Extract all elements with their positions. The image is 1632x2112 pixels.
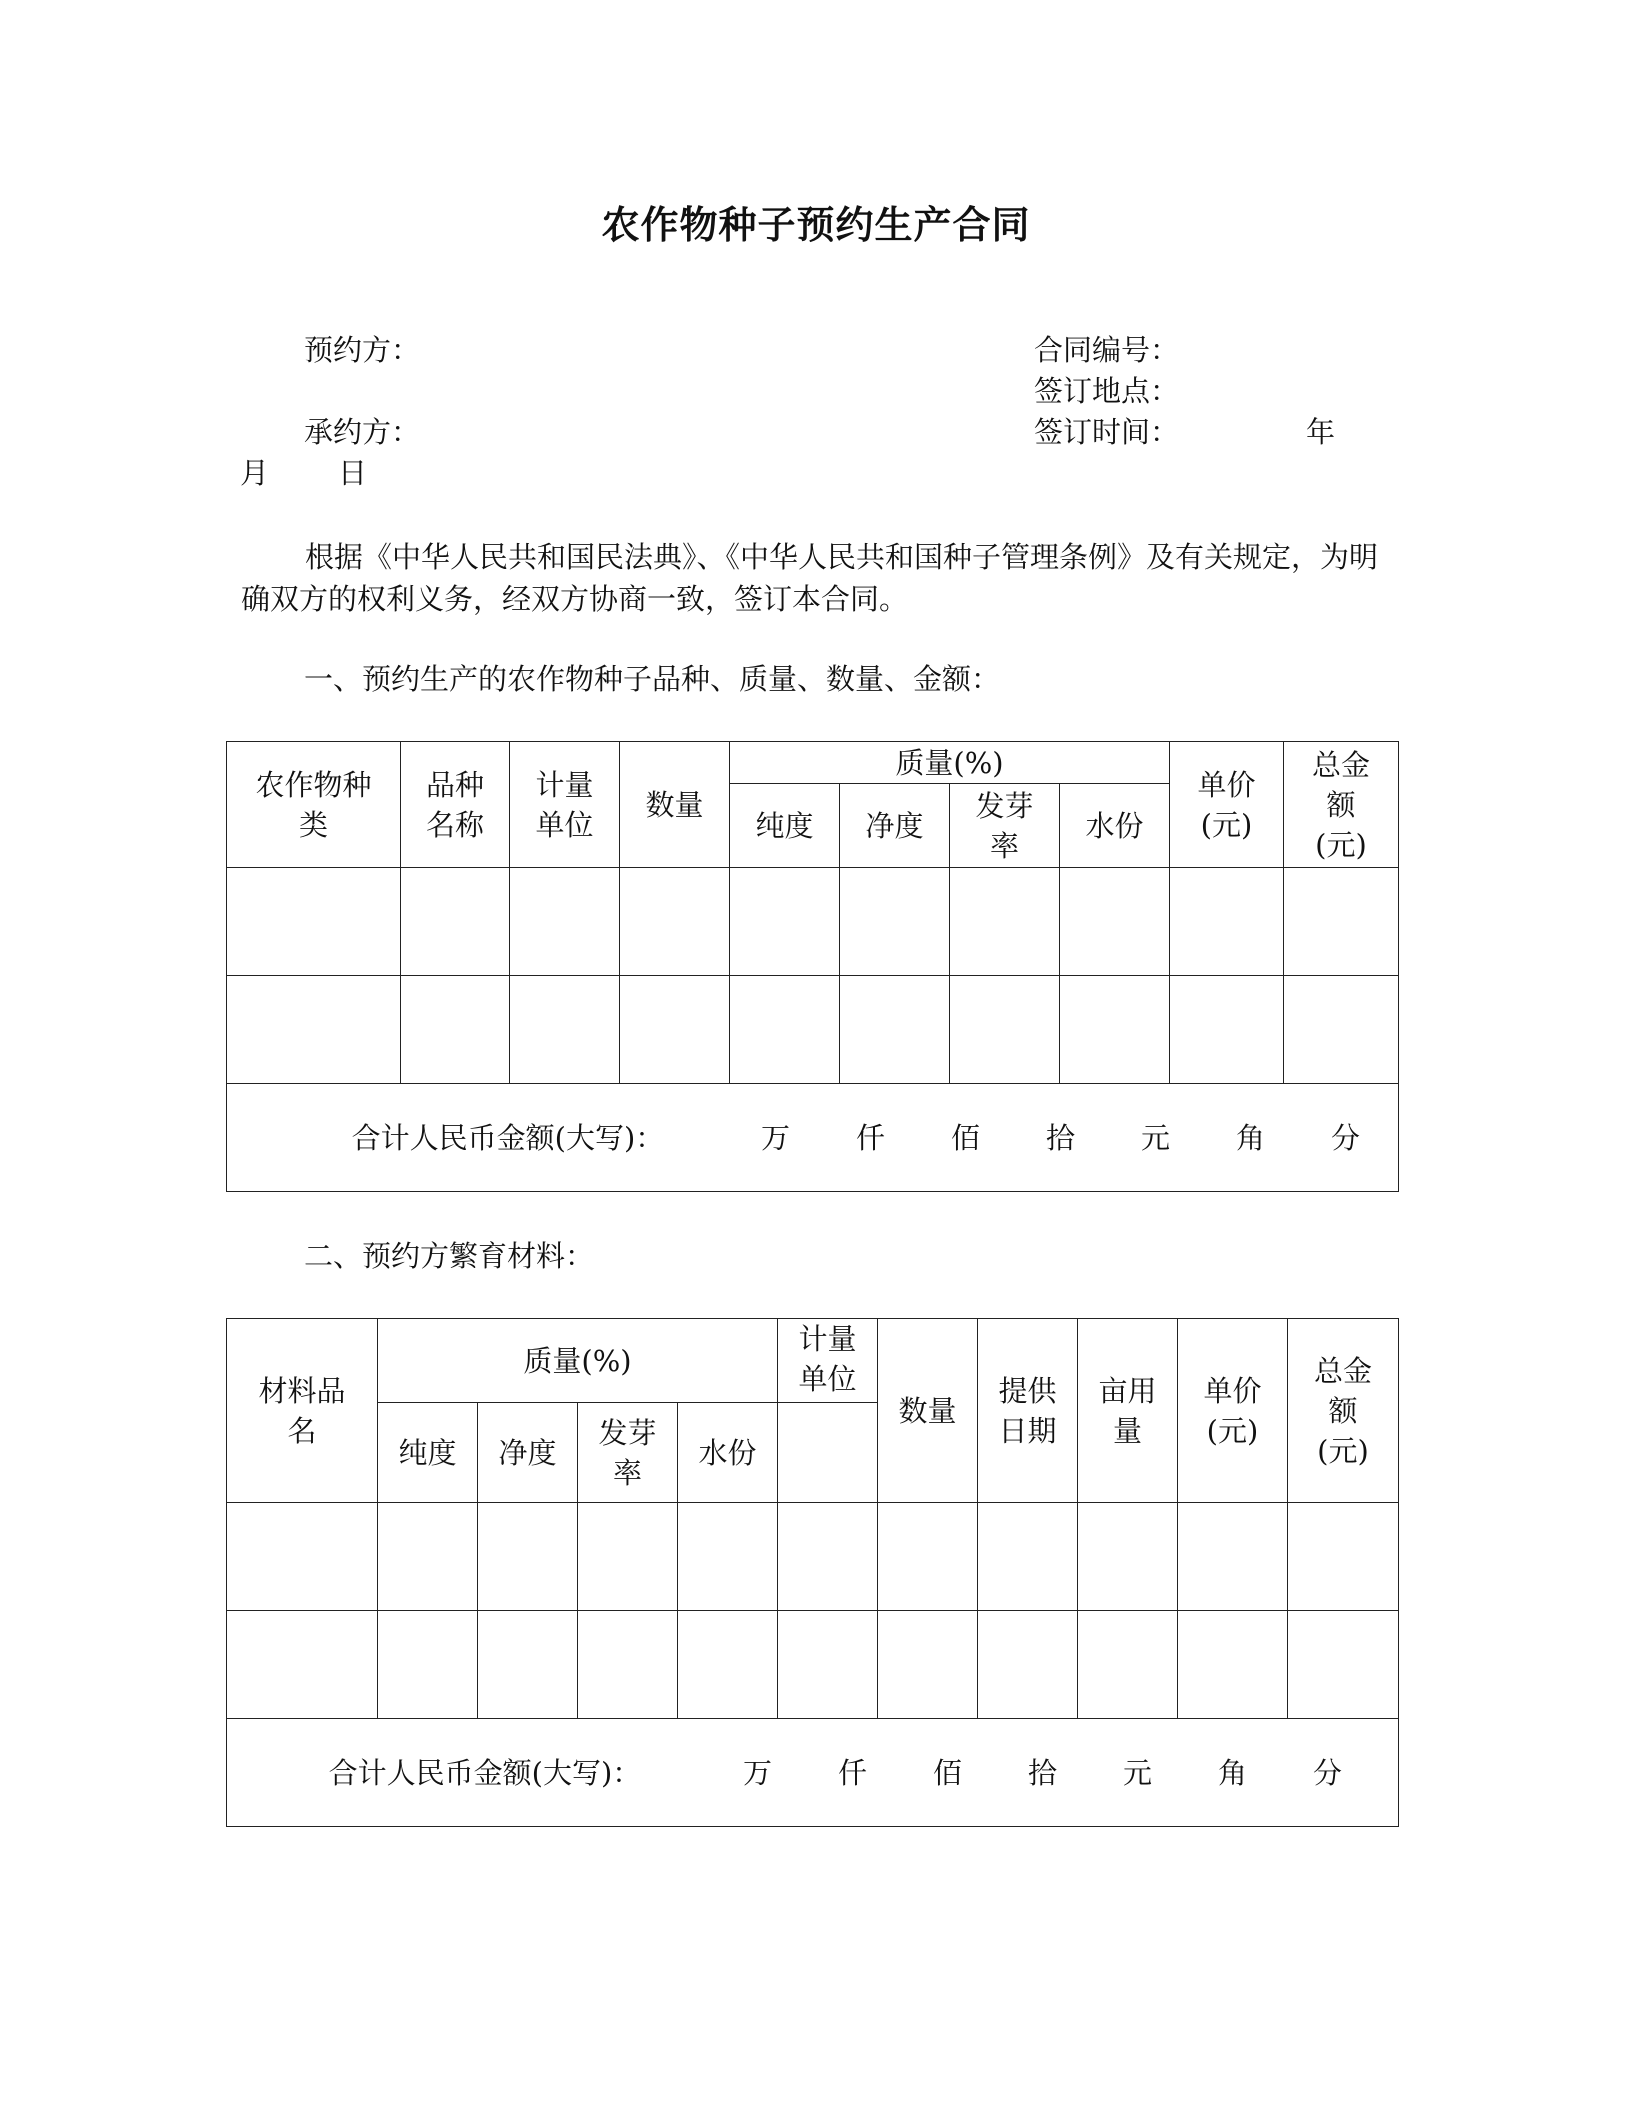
table-cell[interactable] bbox=[678, 1503, 778, 1611]
unit-fen: 分 bbox=[1330, 1120, 1360, 1155]
table-cell[interactable] bbox=[378, 1503, 478, 1611]
col-quality: 质量(%) bbox=[378, 1319, 778, 1403]
col-total: 总金 额 (元) bbox=[1288, 1319, 1399, 1503]
col-moisture: 水份 bbox=[1060, 784, 1170, 868]
table-cell[interactable] bbox=[878, 1611, 978, 1719]
sign-day: 日 bbox=[338, 456, 368, 490]
table-row bbox=[227, 1503, 1399, 1611]
unit-jiao: 角 bbox=[1217, 1755, 1247, 1790]
table-cell[interactable] bbox=[840, 868, 950, 976]
col-clarity: 净度 bbox=[478, 1403, 578, 1503]
table-cell[interactable] bbox=[1284, 868, 1399, 976]
col-per-mu: 亩用 量 bbox=[1078, 1319, 1178, 1503]
table-cell[interactable] bbox=[227, 1503, 378, 1611]
table-cell[interactable] bbox=[730, 868, 840, 976]
table-cell[interactable] bbox=[1170, 976, 1284, 1084]
contractor-label: 承约方： bbox=[304, 415, 421, 449]
table-cell[interactable] bbox=[378, 1611, 478, 1719]
col-quality: 质量(%) bbox=[730, 742, 1170, 784]
sign-place-label: 签订地点： bbox=[1034, 374, 1180, 408]
unit-jiao: 角 bbox=[1235, 1120, 1265, 1155]
booker-label: 预约方： bbox=[304, 333, 421, 367]
unit-shi: 拾 bbox=[1027, 1755, 1057, 1790]
table-cell[interactable] bbox=[227, 976, 401, 1084]
col-germination: 发芽 率 bbox=[578, 1403, 678, 1503]
table-row bbox=[227, 976, 1399, 1084]
seed-table bbox=[226, 741, 1399, 1192]
table-cell[interactable] bbox=[1178, 1611, 1288, 1719]
table-cell[interactable] bbox=[620, 868, 730, 976]
unit-yuan: 元 bbox=[1140, 1120, 1170, 1155]
col-material: 材料品 名 bbox=[227, 1319, 378, 1503]
table-cell[interactable] bbox=[1284, 976, 1399, 1084]
table-cell[interactable] bbox=[401, 976, 510, 1084]
table-cell[interactable] bbox=[950, 976, 1060, 1084]
unit-qian: 仟 bbox=[837, 1755, 867, 1790]
table-cell[interactable] bbox=[578, 1611, 678, 1719]
table-cell[interactable] bbox=[401, 868, 510, 976]
col-variety: 品种 名称 bbox=[401, 742, 510, 868]
col-germination: 发芽 率 bbox=[950, 784, 1060, 868]
table-cell[interactable] bbox=[878, 1503, 978, 1611]
table-cell[interactable] bbox=[478, 1503, 578, 1611]
table-cell[interactable] bbox=[778, 1611, 878, 1719]
page-title: 农作物种子预约生产合同 bbox=[601, 202, 1031, 247]
unit-wan: 万 bbox=[760, 1120, 790, 1155]
table-cell[interactable] bbox=[1178, 1503, 1288, 1611]
table-row bbox=[227, 1611, 1399, 1719]
preamble-paragraph: 根据《中华人民共和国民法典》、《中华人民共和国种子管理条例》及有关规定，为明确双方的权利义务，经双方协商一致，签订本合同。 bbox=[241, 540, 1379, 616]
table-cell[interactable] bbox=[227, 868, 401, 976]
unit-bai: 佰 bbox=[932, 1755, 962, 1790]
table-row bbox=[227, 868, 1399, 976]
total-row bbox=[227, 1084, 1399, 1192]
material-table bbox=[226, 1318, 1399, 1827]
col-unit-price: 单价 (元) bbox=[1178, 1319, 1288, 1503]
unit-shi: 拾 bbox=[1045, 1120, 1075, 1155]
contract-no-label: 合同编号： bbox=[1034, 333, 1180, 367]
table-cell[interactable] bbox=[840, 976, 950, 1084]
table-cell[interactable] bbox=[227, 1611, 378, 1719]
col-crop-type: 农作物种 类 bbox=[227, 742, 401, 868]
total-label: 合计人民币金额(大写)： bbox=[351, 1120, 665, 1155]
sign-year: 年 bbox=[1306, 415, 1336, 449]
col-clarity: 净度 bbox=[840, 784, 950, 868]
section1-heading: 一、预约生产的农作物种子品种、质量、数量、金额： bbox=[304, 662, 1001, 696]
unit-fen: 分 bbox=[1312, 1755, 1342, 1790]
unit-wan: 万 bbox=[742, 1755, 772, 1790]
table-cell[interactable] bbox=[1078, 1503, 1178, 1611]
sign-month: 月 bbox=[240, 456, 270, 490]
col-moisture: 水份 bbox=[678, 1403, 778, 1503]
table-cell[interactable] bbox=[1078, 1611, 1178, 1719]
table-cell[interactable] bbox=[978, 1503, 1078, 1611]
table-cell[interactable] bbox=[578, 1503, 678, 1611]
col-total: 总金 额 (元) bbox=[1284, 742, 1399, 868]
unit-bai: 佰 bbox=[950, 1120, 980, 1155]
table-cell[interactable] bbox=[1060, 868, 1170, 976]
table-cell[interactable] bbox=[778, 1503, 878, 1611]
sign-time-label: 签订时间： bbox=[1034, 415, 1180, 449]
unit-qian: 仟 bbox=[855, 1120, 885, 1155]
table-cell[interactable] bbox=[1288, 1503, 1399, 1611]
table-cell[interactable] bbox=[620, 976, 730, 1084]
col-supply-date: 提供 日期 bbox=[978, 1319, 1078, 1503]
unit-yuan: 元 bbox=[1122, 1755, 1152, 1790]
table-cell[interactable] bbox=[1060, 976, 1170, 1084]
col-unit: 计量 单位 bbox=[778, 1319, 878, 1403]
table-cell[interactable] bbox=[510, 868, 620, 976]
table-cell[interactable] bbox=[510, 976, 620, 1084]
col-quantity: 数量 bbox=[620, 742, 730, 868]
table-cell[interactable] bbox=[1288, 1611, 1399, 1719]
table-cell[interactable] bbox=[950, 868, 1060, 976]
total-label: 合计人民币金额(大写)： bbox=[328, 1755, 642, 1790]
section2-heading: 二、预约方繁育材料： bbox=[304, 1239, 595, 1273]
table-cell[interactable] bbox=[1170, 868, 1284, 976]
total-row bbox=[227, 1719, 1399, 1827]
table-cell[interactable] bbox=[478, 1611, 578, 1719]
table-cell[interactable] bbox=[678, 1611, 778, 1719]
col-purity: 纯度 bbox=[730, 784, 840, 868]
col-purity: 纯度 bbox=[378, 1403, 478, 1503]
table-cell[interactable] bbox=[978, 1611, 1078, 1719]
col-unit-price: 单价 (元) bbox=[1170, 742, 1284, 868]
col-unit: 计量 单位 bbox=[510, 742, 620, 868]
unit-subcell bbox=[778, 1403, 878, 1503]
table-cell[interactable] bbox=[730, 976, 840, 1084]
col-quantity: 数量 bbox=[878, 1319, 978, 1503]
